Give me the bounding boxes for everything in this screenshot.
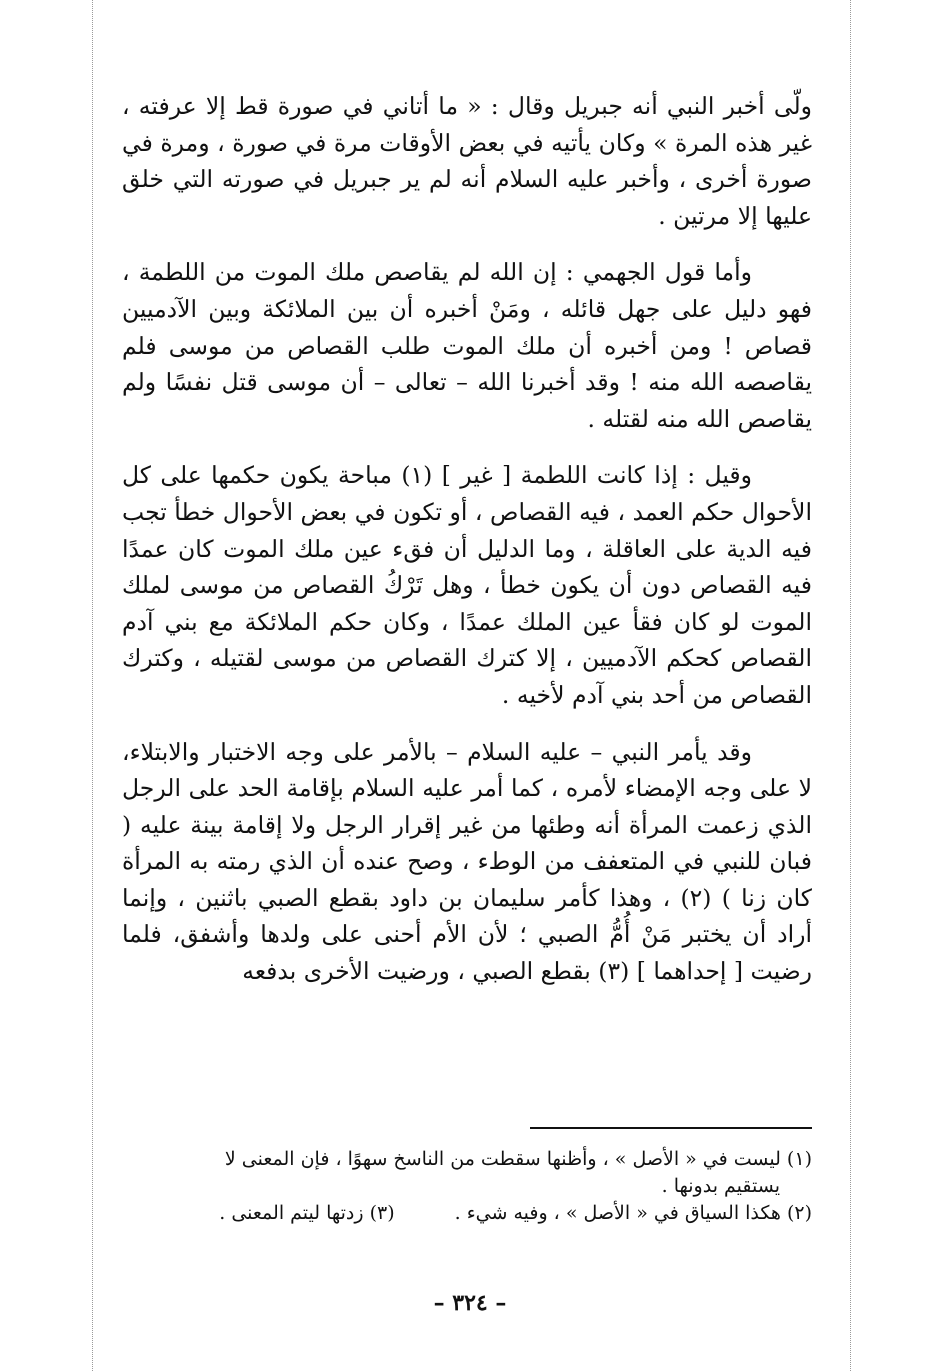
- paragraph: ولّى أخبر النبي أنه جبريل وقال : « ما أتاني في صورة قط إلا عرفته ، غير هذه المرة » وكان يأتيه في بعض الأوقات مرة في صورة ، ومرة في صورة أخرى ، وأخبر عليه السلام أنه لم ير جبريل في صورته التي خلق عليها إلا مرتين .: [122, 92, 812, 230]
- footnote-3: (٣) زدتها ليتم المعنى .: [219, 1202, 395, 1224]
- page-number: – ٣٢٤ –: [433, 1290, 507, 1316]
- footnote-separator: [530, 1127, 812, 1129]
- footnote-1-line-1: (١) ليست في « الأصل » ، وأظنها سقطت من الناسخ سهوًا ، فإن المعنى لا: [224, 1148, 812, 1170]
- footnote-2: (٢) هكذا السياق في « الأصل » ، وفيه شيء .: [454, 1202, 812, 1224]
- margin-dotted-line-right: [850, 0, 852, 1371]
- paragraph: وأما قول الجهمي : إن الله لم يقاصص ملك الموت من اللطمة ، فهو دليل على جهل قائله ، ومَنْ أخبره أن بين الملائكة وبين الآدميين قصاص ! ومن أخبره أن ملك الموت طلب القصاص من موسى فلم يقاصصه الله منه ! وقد أخبرنا الله – تعالى – أن موسى قتل نفسًا ولم يقاصص الله منه لقتله .: [122, 258, 812, 433]
- margin-dotted-line-left: [92, 0, 94, 1371]
- paragraph: وقيل : إذا كانت اللطمة [ غير ] (١) مباحة يكون حكمها على كل الأحوال حكم العمد ، فيه القصاص ، أو تكون في بعض الأحوال خطأ تجب فيه الدية على العاقلة ، وما الدليل أن فقء عين ملك الموت كان عمدًا فيه القصاص دون أن يكون خطأ ، وهل تَرْكُ القصاص من موسى لملك الموت لو كان فقأ عين الملك عمدًا ، وكان حكم الملائكة مع بني آدم القصاص كحكم الآدميين ، إلا كترك القصاص من موسى لقتيله ، وكترك القصاص من أحد بني آدم لأخيه .: [122, 461, 812, 709]
- footnote-row: [122, 1200, 812, 1227]
- main-text: [122, 88, 812, 1010]
- footnote-1-line-2: يستقيم بدونها .: [661, 1175, 780, 1197]
- footnotes: [122, 1146, 812, 1227]
- footnote-gap: [395, 1200, 455, 1227]
- paragraph: وقد يأمر النبي – عليه السلام – بالأمر على وجه الاختبار والابتلاء، لا على وجه الإمضاء لأمره ، كما أمر عليه السلام بإقامة الحد على الرجل الذي زعمت المرأة أنه وطئها من غير إقرار الرجل ولا إقامة بينة عليه ( فبان للنبي في المتعفف من الوطء ، وصح عنده أن الذي رمته به المرأة كان زنا ) (٢) ، وهذا كأمر سليمان بن داود بقطع الصبي باثنين ، وإنما أراد أن يختبر مَنْ أُمُّ الصبي ؛ لأن الأم أحنى على ولدها وأشفق، فلما رضيت [ إحداهما ] (٣) بقطع الصبي ، ورضيت الأخرى بدفعه: [122, 737, 812, 986]
